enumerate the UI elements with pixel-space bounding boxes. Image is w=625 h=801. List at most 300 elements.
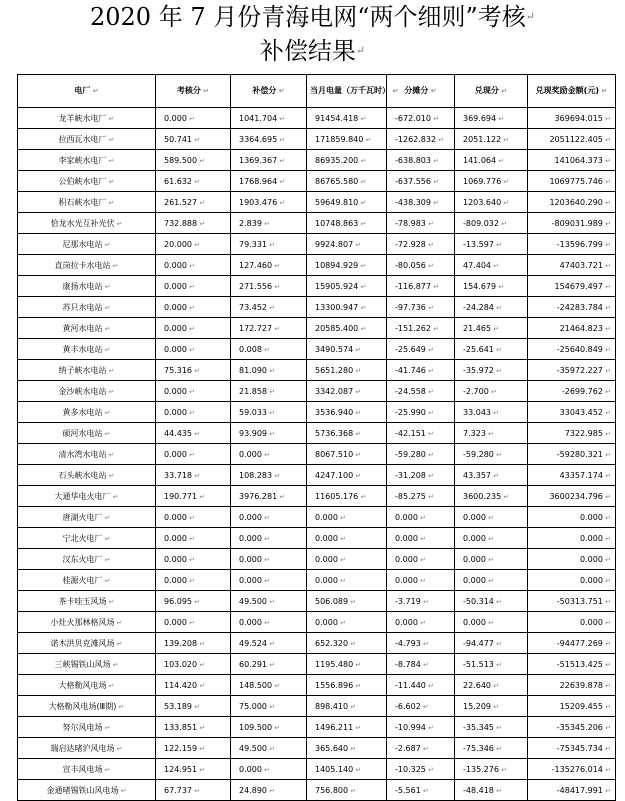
value-cell	[307, 612, 387, 633]
cell-text: 0.000	[164, 449, 187, 459]
cell-text: 0.000	[395, 617, 418, 627]
value-cell	[307, 255, 387, 276]
cell-text: 139.208	[164, 638, 198, 648]
cell-text: 0.000	[164, 407, 187, 417]
value-cell	[387, 549, 455, 570]
column-header	[528, 75, 616, 108]
value-cell	[231, 570, 307, 591]
cell-text: 1069775.746	[549, 176, 603, 186]
cell-mark-icon: ↵	[337, 555, 346, 564]
cell-text: 154.679	[463, 281, 497, 291]
cell-text: 0.000	[239, 575, 262, 585]
cell-mark-icon: ↵	[272, 681, 281, 690]
plant-name-cell	[18, 129, 156, 150]
table-row	[18, 591, 616, 612]
table-row	[18, 192, 616, 213]
plant-name-cell	[18, 318, 156, 339]
cell-text: 3976.281	[239, 491, 278, 501]
cell-mark-icon: ↵	[496, 282, 505, 291]
cell-mark-icon: ↵	[197, 723, 206, 732]
cell-mark-icon: ↵	[358, 303, 367, 312]
cell-mark-icon: ↵	[485, 618, 494, 627]
value-cell	[455, 423, 528, 444]
cell-mark-icon: ↵	[602, 513, 611, 522]
cell-text: 0.000	[463, 575, 486, 585]
cell-mark-icon: ↵	[102, 303, 111, 312]
cell-text: 10894.929	[315, 260, 359, 270]
cell-text: 唐湖火电厂	[62, 512, 103, 522]
cell-mark-icon: ↵	[425, 492, 434, 501]
cell-mark-icon: ↵	[430, 177, 440, 186]
value-cell	[387, 717, 455, 738]
value-cell	[231, 360, 307, 381]
cell-text: -4.793	[395, 638, 421, 648]
cell-text: 43.357	[463, 470, 491, 480]
value-cell	[528, 339, 616, 360]
document-title-line-1	[0, 2, 625, 32]
value-cell	[387, 780, 455, 801]
value-cell	[231, 696, 307, 717]
cell-mark-icon: ↵	[277, 156, 286, 165]
plant-name-cell	[18, 360, 156, 381]
table-row	[18, 402, 616, 423]
value-cell	[528, 444, 616, 465]
cell-mark-icon: ↵	[496, 156, 505, 165]
cell-text: 小灶火那林格风场	[50, 617, 115, 627]
value-cell	[156, 423, 231, 444]
cell-text: -41.746	[395, 365, 426, 375]
value-cell	[455, 549, 528, 570]
cell-text: -25.641	[463, 344, 494, 354]
cell-text: 3364.695	[239, 134, 278, 144]
value-cell	[528, 465, 616, 486]
cell-text: -35.345	[463, 722, 494, 732]
plant-name-cell	[18, 276, 156, 297]
cell-mark-icon: ↵	[602, 387, 611, 396]
value-cell	[528, 171, 616, 192]
cell-text: -3.719	[395, 596, 421, 606]
cell-text: 10748.863	[315, 218, 359, 228]
cell-mark-icon: ↵	[493, 723, 502, 732]
value-cell	[387, 423, 455, 444]
cell-text: -59280.321	[556, 449, 603, 459]
value-cell	[455, 255, 528, 276]
cell-mark-icon: ↵	[261, 576, 270, 585]
cell-text: 0.000	[395, 554, 418, 564]
cell-text: -438.309	[395, 197, 431, 207]
cell-text: 0.000	[315, 512, 338, 522]
cell-text: 大格勒风电场	[58, 680, 107, 690]
cell-text: -1262.832	[395, 134, 437, 144]
cell-text: 154679.497	[554, 281, 603, 291]
cell-text: 21.465	[463, 323, 491, 333]
cell-mark-icon: ↵	[337, 513, 346, 522]
cell-mark-icon: ↵	[602, 114, 611, 123]
value-cell	[156, 528, 231, 549]
cell-mark-icon: ↵	[114, 744, 123, 753]
cell-text: 190.771	[164, 491, 198, 501]
table-row	[18, 465, 616, 486]
cell-mark-icon: ↵	[602, 261, 611, 270]
cell-mark-icon: ↵	[602, 786, 611, 795]
value-cell	[156, 465, 231, 486]
plant-name-cell	[18, 675, 156, 696]
cell-text: 13300.947	[315, 302, 359, 312]
column-header	[307, 75, 399, 108]
table-row	[18, 696, 616, 717]
value-cell	[455, 297, 528, 318]
cell-text: -94.477	[463, 638, 494, 648]
cell-text: -135276.014	[551, 764, 603, 774]
cell-text: 2.839	[239, 218, 262, 228]
cell-mark-icon: ↵	[261, 219, 270, 228]
cell-mark-icon: ↵	[425, 450, 434, 459]
value-cell	[231, 654, 307, 675]
cell-mark-icon: ↵	[602, 303, 611, 312]
cell-text: -637.556	[395, 176, 431, 186]
cell-text: -48417.991	[556, 785, 603, 795]
value-cell	[387, 759, 455, 780]
value-cell	[455, 717, 528, 738]
table-row	[18, 738, 616, 759]
table-row	[18, 234, 616, 255]
cell-text: 96.095	[164, 596, 192, 606]
cell-mark-icon: ↵	[493, 744, 502, 753]
cell-mark-icon: ↵	[186, 303, 195, 312]
cell-mark-icon: ↵	[116, 702, 125, 711]
value-cell	[455, 654, 528, 675]
cell-text: -59.280	[463, 449, 494, 459]
cell-mark-icon: ↵	[353, 450, 362, 459]
cell-text: 大通华电火电厂	[54, 491, 111, 501]
cell-mark-icon: ↵	[358, 198, 367, 207]
value-cell	[387, 696, 455, 717]
value-cell	[455, 486, 528, 507]
cell-mark-icon: ↵	[602, 135, 611, 144]
value-cell	[387, 591, 455, 612]
value-cell	[156, 570, 231, 591]
cell-mark-icon: ↵	[261, 765, 270, 774]
cell-mark-icon: ↵	[491, 471, 500, 480]
cell-mark-icon: ↵	[261, 534, 270, 543]
cell-text: 恰龙水光互补光伏	[50, 218, 115, 228]
cell-text: 1405.140	[315, 764, 354, 774]
cell-mark-icon: ↵	[390, 87, 399, 95]
cell-text: 0.000	[315, 575, 338, 585]
value-cell	[455, 318, 528, 339]
value-cell	[528, 507, 616, 528]
cell-text: 0.000	[164, 260, 187, 270]
cell-mark-icon: ↵	[106, 156, 115, 165]
cell-text: 金沙峡水电站	[58, 386, 107, 396]
paragraph-mark-icon: ↵	[355, 44, 366, 57]
value-cell	[156, 507, 231, 528]
cell-mark-icon: ↵	[425, 387, 434, 396]
cell-mark-icon: ↵	[602, 723, 611, 732]
cell-text: 0.000	[580, 575, 603, 585]
value-cell	[528, 528, 616, 549]
cell-mark-icon: ↵	[436, 135, 445, 144]
cell-mark-icon: ↵	[186, 114, 195, 123]
cell-text: 7322.985	[564, 428, 603, 438]
cell-text: -24.284	[463, 302, 494, 312]
cell-text: 0.000	[164, 575, 187, 585]
cell-text: 114.420	[164, 680, 198, 690]
value-cell	[528, 780, 616, 801]
cell-text: 黄丰水电站	[62, 344, 103, 354]
plant-name-cell	[18, 381, 156, 402]
cell-mark-icon: ↵	[485, 576, 494, 585]
value-cell	[455, 633, 528, 654]
cell-mark-icon: ↵	[491, 681, 500, 690]
value-cell	[528, 276, 616, 297]
cell-text: 0.000	[164, 533, 187, 543]
cell-mark-icon: ↵	[102, 324, 111, 333]
cell-text: -13.597	[463, 239, 494, 249]
title-text-2: 补偿结果	[259, 37, 356, 65]
cell-mark-icon: ↵	[491, 324, 500, 333]
column-header	[156, 75, 231, 108]
value-cell	[387, 675, 455, 696]
column-header-label: 当月电量（万千瓦时）	[310, 86, 390, 95]
table-row	[18, 423, 616, 444]
value-cell	[455, 150, 528, 171]
cell-text: -80.056	[395, 260, 426, 270]
value-cell	[455, 402, 528, 423]
table-body	[18, 108, 616, 801]
cell-mark-icon: ↵	[110, 660, 119, 669]
cell-mark-icon: ↵	[102, 534, 111, 543]
cell-text: 0.000	[395, 575, 418, 585]
column-header-label: 兑现奖励金额(元)	[535, 86, 599, 95]
column-header	[231, 75, 307, 108]
cell-mark-icon: ↵	[425, 681, 434, 690]
value-cell	[156, 633, 231, 654]
cell-mark-icon: ↵	[186, 534, 195, 543]
column-header-label: 分摊分	[404, 86, 429, 95]
cell-text: 0.008	[239, 344, 262, 354]
cell-mark-icon: ↵	[114, 639, 123, 648]
value-cell	[455, 108, 528, 129]
cell-mark-icon: ↵	[348, 744, 357, 753]
value-cell	[231, 528, 307, 549]
cell-mark-icon: ↵	[602, 471, 611, 480]
cell-mark-icon: ↵	[186, 261, 195, 270]
cell-text: -75345.734	[556, 743, 603, 753]
cell-text: 0.000	[164, 302, 187, 312]
cell-mark-icon: ↵	[358, 177, 367, 186]
cell-text: 49.524	[239, 638, 267, 648]
cell-mark-icon: ↵	[425, 303, 434, 312]
cell-mark-icon: ↵	[272, 282, 281, 291]
cell-text: 宁北火电厂	[62, 533, 103, 543]
cell-text: 李家峡水电厂	[58, 155, 107, 165]
cell-mark-icon: ↵	[114, 618, 123, 627]
cell-mark-icon: ↵	[417, 555, 426, 564]
cell-mark-icon: ↵	[337, 534, 346, 543]
value-cell	[528, 318, 616, 339]
value-cell	[307, 402, 387, 423]
cell-text: -672.010	[395, 113, 431, 123]
cell-mark-icon: ↵	[192, 429, 201, 438]
cell-text: -51513.425	[556, 659, 603, 669]
cell-mark-icon: ↵	[501, 135, 510, 144]
cell-text: -85.275	[395, 491, 426, 501]
cell-text: -10.325	[395, 764, 426, 774]
table-row	[18, 612, 616, 633]
cell-mark-icon: ↵	[493, 366, 502, 375]
cell-text: 81.090	[239, 365, 267, 375]
value-cell	[307, 234, 387, 255]
plant-name-cell	[18, 759, 156, 780]
table-row	[18, 675, 616, 696]
cell-mark-icon: ↵	[106, 135, 115, 144]
cell-text: 1768.964	[239, 176, 278, 186]
cell-text: 0.000	[580, 617, 603, 627]
cell-mark-icon: ↵	[417, 576, 426, 585]
plant-name-cell	[18, 780, 156, 801]
cell-text: 60.291	[239, 659, 267, 669]
value-cell	[307, 570, 387, 591]
cell-mark-icon: ↵	[102, 240, 111, 249]
value-cell	[307, 360, 387, 381]
table-row	[18, 171, 616, 192]
value-cell	[387, 339, 455, 360]
table-row	[18, 486, 616, 507]
cell-text: 3600.235	[463, 491, 502, 501]
cell-text: 43357.174	[559, 470, 603, 480]
value-cell	[156, 255, 231, 276]
value-cell	[231, 255, 307, 276]
value-cell	[455, 339, 528, 360]
cell-text: 0.000	[164, 512, 187, 522]
cell-text: -51.513	[463, 659, 494, 669]
cell-mark-icon: ↵	[102, 576, 111, 585]
cell-text: 0.000	[580, 512, 603, 522]
cell-text: 0.000	[463, 533, 486, 543]
table-row	[18, 444, 616, 465]
cell-mark-icon: ↵	[493, 639, 502, 648]
cell-text: -2.700	[463, 386, 489, 396]
cell-mark-icon: ↵	[602, 429, 611, 438]
cell-mark-icon: ↵	[602, 366, 611, 375]
cell-mark-icon: ↵	[186, 408, 195, 417]
cell-text: 0.000	[315, 554, 338, 564]
cell-mark-icon: ↵	[261, 450, 270, 459]
cell-mark-icon: ↵	[267, 660, 276, 669]
column-header-label: 电厂	[74, 86, 91, 95]
cell-mark-icon: ↵	[197, 681, 206, 690]
cell-mark-icon: ↵	[501, 177, 510, 186]
cell-mark-icon: ↵	[417, 618, 426, 627]
cell-mark-icon: ↵	[267, 303, 276, 312]
cell-mark-icon: ↵	[348, 597, 357, 606]
table-row	[18, 549, 616, 570]
cell-text: 龙羊峡水电厂	[58, 113, 107, 123]
cell-text: 33.043	[463, 407, 491, 417]
table-row	[18, 318, 616, 339]
cell-text: -35345.206	[556, 722, 603, 732]
cell-mark-icon: ↵	[358, 261, 367, 270]
cell-text: 2051.122	[463, 134, 502, 144]
cell-text: -25640.849	[556, 344, 603, 354]
cell-mark-icon: ↵	[102, 723, 111, 732]
cell-text: 3600234.796	[549, 491, 603, 501]
cell-mark-icon: ↵	[353, 471, 362, 480]
cell-mark-icon: ↵	[420, 660, 429, 669]
cell-mark-icon: ↵	[602, 597, 611, 606]
value-cell	[231, 297, 307, 318]
value-cell	[455, 276, 528, 297]
value-cell	[231, 276, 307, 297]
value-cell	[156, 108, 231, 129]
cell-text: 59.033	[239, 407, 267, 417]
value-cell	[455, 738, 528, 759]
cell-mark-icon: ↵	[425, 261, 434, 270]
cell-mark-icon: ↵	[485, 534, 494, 543]
cell-mark-icon: ↵	[197, 156, 206, 165]
value-cell	[307, 507, 387, 528]
value-cell	[528, 297, 616, 318]
value-cell	[231, 213, 307, 234]
value-cell	[455, 696, 528, 717]
cell-text: 756.800	[315, 785, 349, 795]
value-cell	[156, 612, 231, 633]
table-row	[18, 150, 616, 171]
value-cell	[528, 717, 616, 738]
cell-mark-icon: ↵	[363, 135, 372, 144]
column-header-label: 兑现分	[474, 86, 499, 95]
cell-mark-icon: ↵	[110, 492, 119, 501]
cell-mark-icon: ↵	[425, 429, 434, 438]
table-row	[18, 507, 616, 528]
cell-text: -809031.989	[551, 218, 603, 228]
cell-mark-icon: ↵	[488, 387, 497, 396]
cell-mark-icon: ↵	[102, 513, 111, 522]
cell-mark-icon: ↵	[106, 387, 115, 396]
cell-mark-icon: ↵	[602, 492, 611, 501]
cell-text: 75.316	[164, 365, 192, 375]
cell-mark-icon: ↵	[192, 471, 201, 480]
cell-mark-icon: ↵	[425, 765, 434, 774]
paragraph-mark-icon: ↵	[525, 10, 535, 23]
cell-text: 0.000	[239, 764, 262, 774]
cell-mark-icon: ↵	[267, 702, 276, 711]
cell-text: 7.323	[463, 428, 486, 438]
cell-text: 宣丰风电场	[62, 764, 103, 774]
value-cell	[156, 276, 231, 297]
cell-mark-icon: ↵	[114, 219, 123, 228]
plant-name-cell	[18, 570, 156, 591]
value-cell	[307, 171, 387, 192]
cell-mark-icon: ↵	[501, 198, 510, 207]
cell-mark-icon: ↵	[430, 114, 440, 123]
cell-mark-icon: ↵	[272, 723, 281, 732]
cell-text: 0.000	[164, 344, 187, 354]
cell-mark-icon: ↵	[602, 324, 611, 333]
cell-mark-icon: ↵	[261, 513, 270, 522]
value-cell	[307, 591, 387, 612]
cell-text: 141064.373	[554, 155, 603, 165]
value-cell	[528, 108, 616, 129]
cell-text: 91454.418	[315, 113, 359, 123]
cell-mark-icon: ↵	[498, 87, 508, 95]
value-cell	[231, 192, 307, 213]
cell-text: -72.928	[395, 239, 426, 249]
cell-mark-icon: ↵	[430, 156, 440, 165]
cell-mark-icon: ↵	[197, 219, 206, 228]
plant-name-cell	[18, 171, 156, 192]
